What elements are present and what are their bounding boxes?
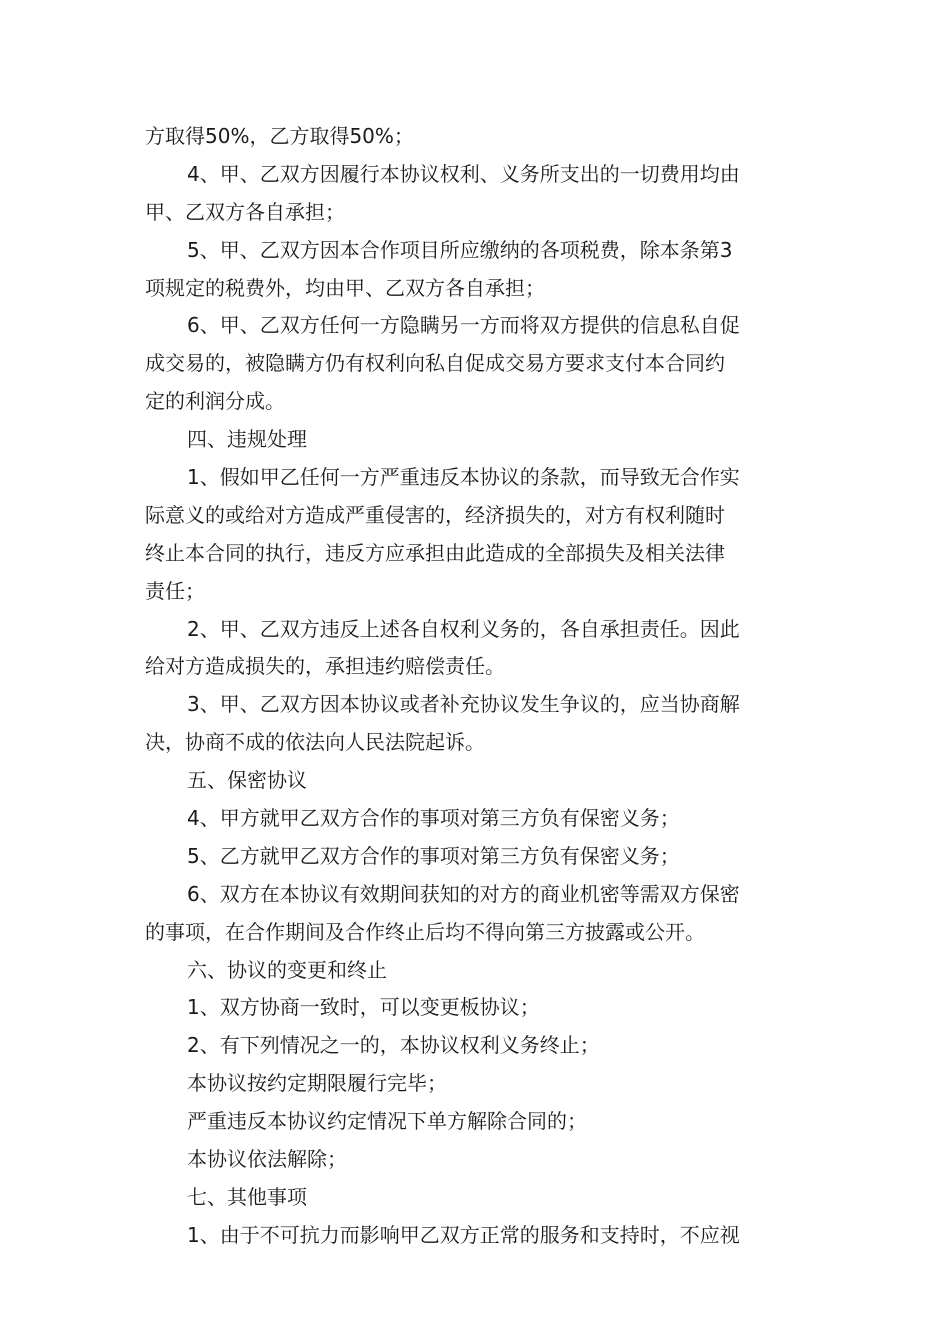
section-heading-6: 六、协议的变更和终止 bbox=[187, 957, 387, 982]
text-line-2: 4、甲、乙双方因履行本协议权利、义务所支出的一切费用均由 bbox=[187, 161, 740, 186]
text-line-5: 项规定的税费外，均由甲、乙双方各自承担； bbox=[145, 275, 545, 300]
text-line-30: 1、由于不可抗力而影响甲乙双方正常的服务和支持时，不应视 bbox=[187, 1222, 740, 1247]
document-page bbox=[145, 118, 807, 1255]
text-line-7: 成交易的，被隐瞒方仍有权利向私自促成交易方要求支付本合同约 bbox=[145, 351, 725, 376]
text-line-27: 严重违反本协议约定情况下单方解除合同的； bbox=[187, 1109, 587, 1134]
text-line-12: 终止本合同的执行，违反方应承担由此造成的全部损失及相关法律 bbox=[145, 540, 725, 565]
text-line-15: 给对方造成损失的，承担违约赔偿责任。 bbox=[145, 654, 505, 679]
section-heading-4: 四、违规处理 bbox=[187, 427, 307, 452]
text-line-25: 2、有下列情况之一的，本协议权利义务终止； bbox=[187, 1033, 600, 1058]
text-line-13: 责任； bbox=[145, 578, 205, 603]
text-line-8: 定的利润分成。 bbox=[145, 389, 285, 414]
text-line-28: 本协议依法解除； bbox=[187, 1147, 347, 1172]
text-line-1: 方取得50%，乙方取得50%； bbox=[145, 124, 414, 148]
text-line-19: 4、甲方就甲乙双方合作的事项对第三方负有保密义务； bbox=[187, 806, 680, 831]
text-line-10: 1、假如甲乙任何一方严重违反本协议的条款，而导致无合作实 bbox=[187, 465, 740, 490]
text-line-6: 6、甲、乙双方任何一方隐瞒另一方而将双方提供的信息私自促 bbox=[187, 313, 740, 338]
text-line-4: 5、甲、乙双方因本合作项目所应缴纳的各项税费，除本条第3 bbox=[187, 237, 733, 262]
text-line-3: 甲、乙双方各自承担； bbox=[145, 199, 345, 224]
text-line-20: 5、乙方就甲乙双方合作的事项对第三方负有保密义务； bbox=[187, 843, 680, 868]
text-line-14: 2、甲、乙双方违反上述各自权利义务的，各自承担责任。因此 bbox=[187, 616, 740, 641]
text-line-17: 决，协商不成的依法向人民法院起诉。 bbox=[145, 730, 485, 755]
section-heading-7: 七、其他事项 bbox=[187, 1184, 307, 1209]
text-line-22: 的事项，在合作期间及合作终止后均不得向第三方披露或公开。 bbox=[145, 919, 705, 944]
section-heading-5: 五、保密协议 bbox=[187, 768, 307, 793]
text-line-24: 1、双方协商一致时，可以变更板协议； bbox=[187, 995, 540, 1020]
text-line-21: 6、双方在本协议有效期间获知的对方的商业机密等需双方保密 bbox=[187, 881, 740, 906]
text-line-16: 3、甲、乙双方因本协议或者补充协议发生争议的，应当协商解 bbox=[187, 692, 740, 717]
text-line-11: 际意义的或给对方造成严重侵害的，经济损失的，对方有权利随时 bbox=[145, 502, 725, 527]
text-line-26: 本协议按约定期限履行完毕； bbox=[187, 1071, 447, 1096]
